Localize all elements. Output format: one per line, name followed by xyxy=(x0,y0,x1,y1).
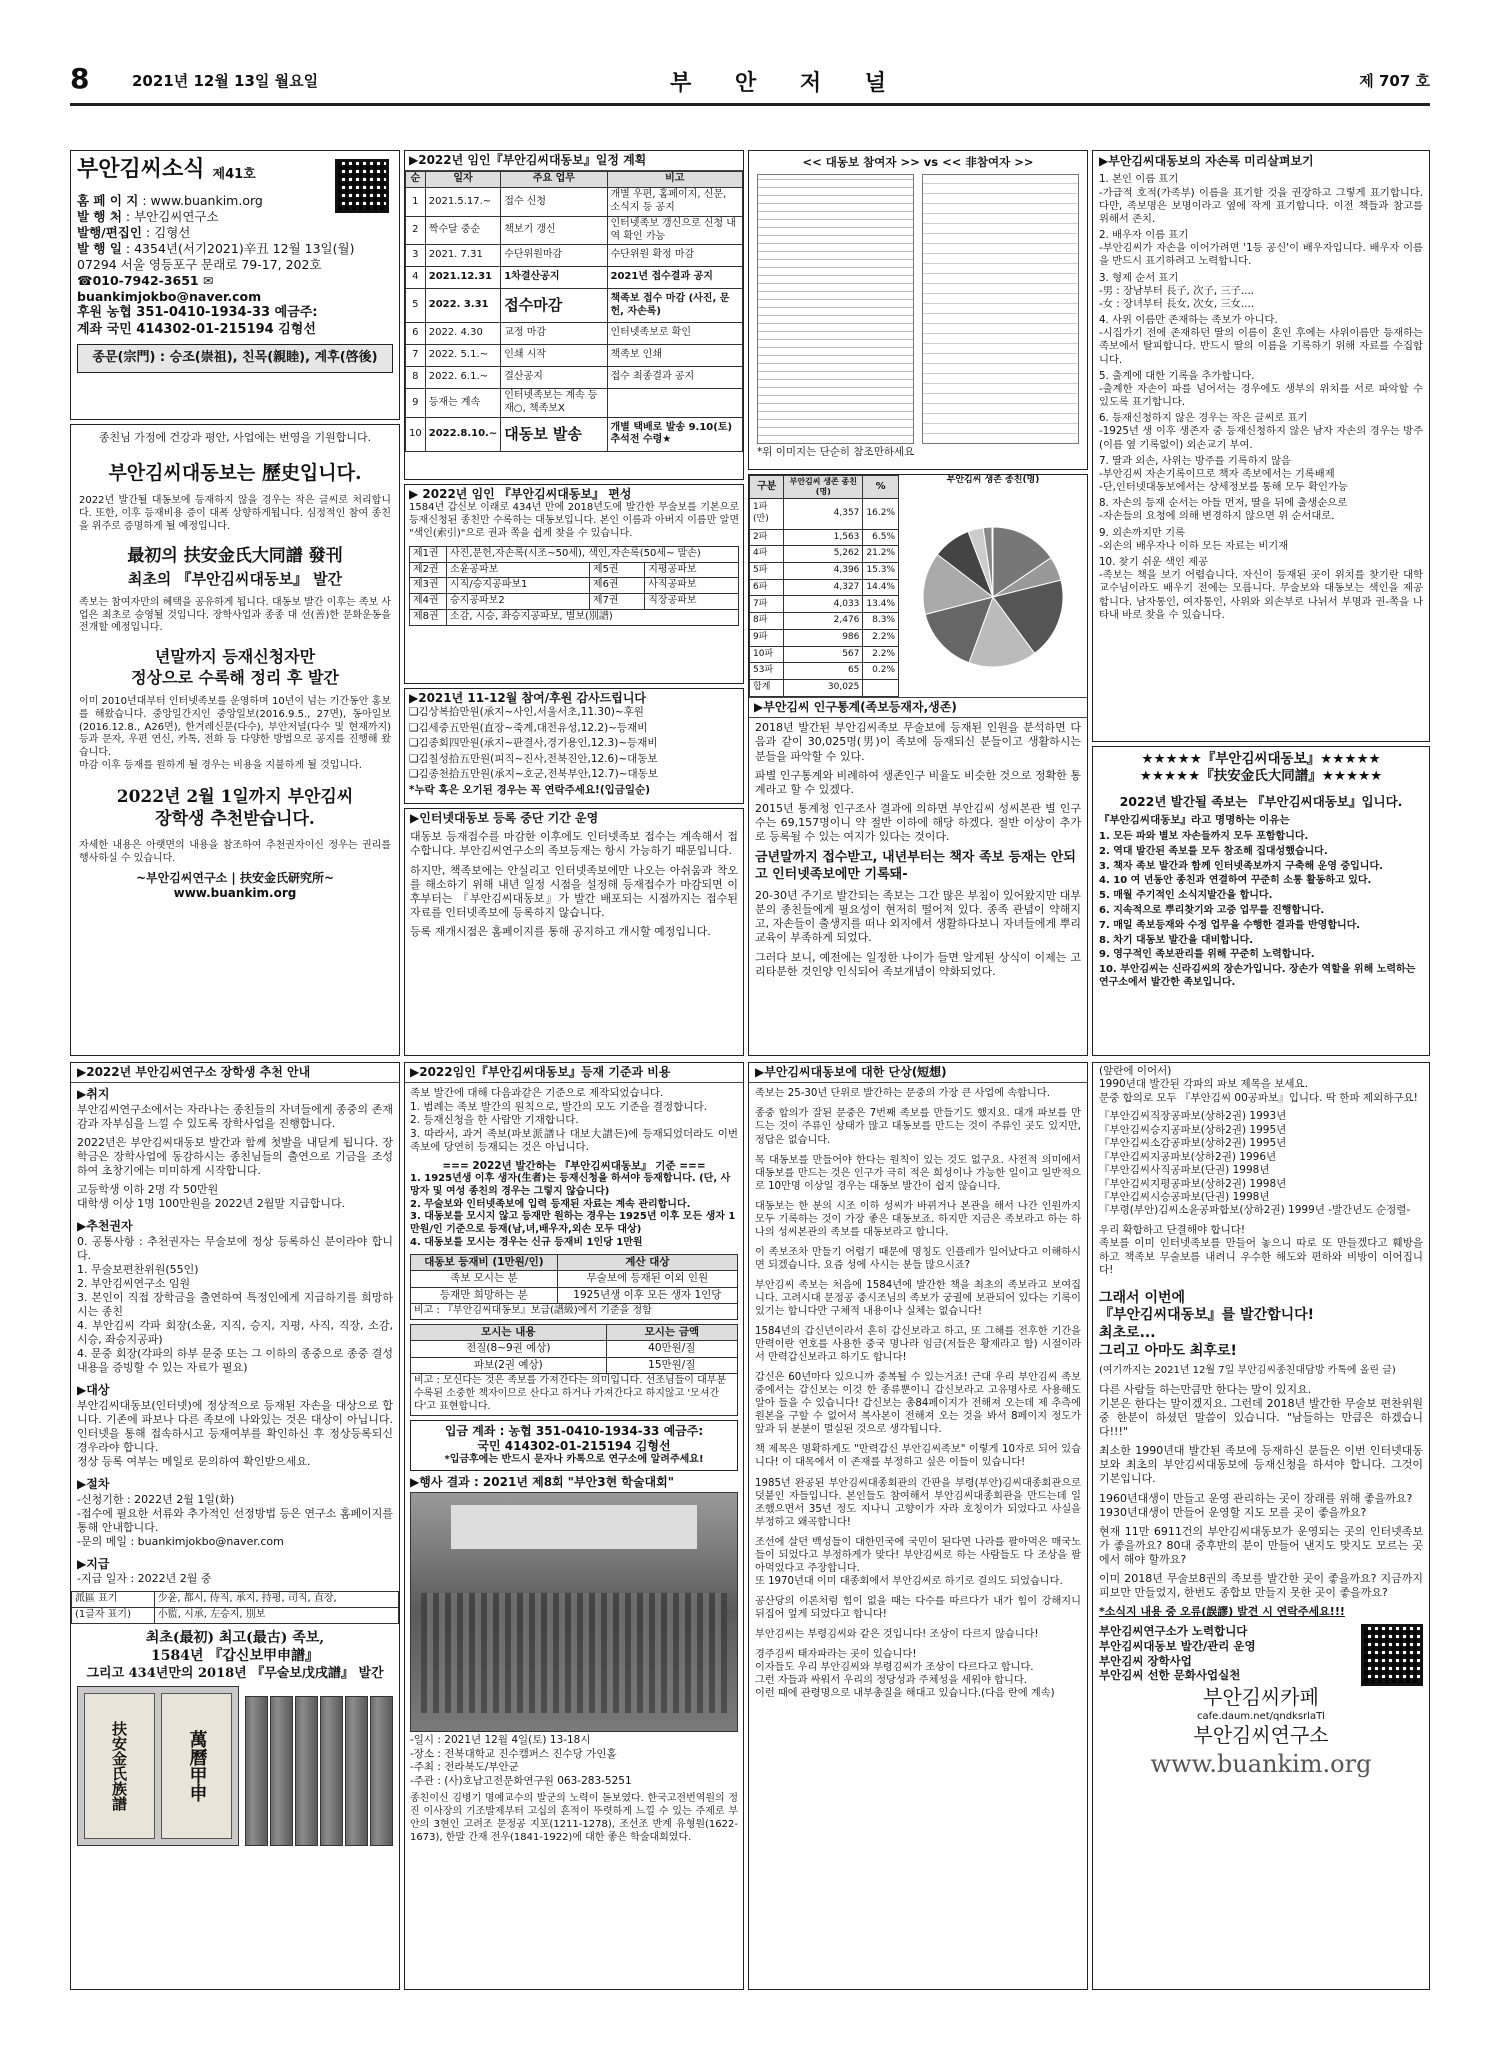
short-paragraph: 1985년 완공된 부안김씨대종회관의 간판을 부령(부안)김씨대종회관으로 덧붙인 자들입니다. 본인들도 참여해서 부안김씨대종회관을 만드는데 일조했으면서 35년 정도 지나니 고향이가 자라 호칭이가 되었다고 사실을 부정하고 왜곡합니다! xyxy=(755,1477,1081,1528)
event-details: -일시 : 2021년 12월 4일(토) 13-18시 -장소 : 전북대학교 진수캠퍼스 진수당 가인홀 -주최 : 전라북도/부안군 -주관 : (사)호남고전문화연구원 063-283-5251 xyxy=(410,1734,632,1787)
banner-line-1: ★★★★★『부안김씨대동보』★★★★★ xyxy=(1141,751,1381,767)
cont-para-2: (여기까지는 2021년 12월 7일 부안김씨종친대담방 카톡에 올린 글) xyxy=(1099,1365,1396,1377)
banner-line-2: ★★★★★『扶安金氏大同譜』★★★★★ xyxy=(1139,768,1383,785)
fee-table-2-note: 비고 : 모신다는 것은 족보를 가져간다는 의미입니다. 선조님들이 대부분 수록된 소중한 책자이므로 산다고 하거나 가져간다고 하지않고 '모셔간다'고 표현합니다. xyxy=(410,1374,738,1415)
short-paragraph: 경주김씨 태자파라는 곳이 있습니다! 이자들도 우리 부안김씨와 부령김씨가 조상이 다르다고 합니다. 그런 자들과 싸워서 우리의 정당성과 주체성을 세워야 합니다. 이런 때에 관령명으로 내부총질을 해대고 있습니다.(다음 란에 계속) xyxy=(755,1649,1055,1700)
stat-row: 5파 4,396 15.3% xyxy=(750,562,899,579)
qr-code-icon[interactable] xyxy=(335,159,389,213)
thanks-item: ❑김세중五만원(直장~죽계,대전유성,12.2)~등재비 xyxy=(409,721,648,734)
banner-item: 5. 매월 주기적인 소식지발간을 합니다. xyxy=(1099,890,1273,902)
principle-item: 2. 배우자 이름 표기 -부안김씨가 자손을 이어가려면 '1등 공신'이 배우자입니다. 배우자 이름을 반드시 표기하려고 노력합니다. xyxy=(1099,229,1423,268)
scholar-head-2: 1584년 『갑신보甲申譜』 xyxy=(151,1647,319,1664)
cont-head-4: 그리고 아마도 최후로! xyxy=(1099,1343,1237,1360)
promo-head-1: 부안김씨대동보는 歷史입니다. xyxy=(108,462,362,485)
schedule-row: 9 등재는 계속 인터넷족보는 계속 등재○, 책족보X xyxy=(406,389,743,418)
principle-item: 5. 출계에 대한 기록을 추가합니다. -출계한 자손이 파를 넘어서는 경우에도 생부의 위치를 서로 파악할 수 있도록 표기합니다. xyxy=(1099,369,1423,409)
cont-head-2: 『부안김씨대동보』를 발간합니다! xyxy=(1099,1307,1315,1324)
credit-1: 부안김씨연구소가 노력합니다 xyxy=(1099,1624,1248,1639)
short-paragraph: 갑신은 60년마다 있으니까 중복될 수 있는거죠! 근대 우리 부안김씨 족보 중에서는 갑신보는 이것 한 종류뿐이니 갑신보라고 고유명사로 사용해도 알아 들을 수 있습니다! 갑신보는 총84페이지가 전해져 오는데 제 추측에 원본을 구할 수 없어서 복사본이 전해져 오는 것을 봐서 8페이지 정도가 앞과 뒤 분분이 멀실된 것으로 생각됩니다. xyxy=(755,1372,1081,1436)
volume-row: 제4권 승지공파보2 제7권 직장공파보 xyxy=(410,594,739,610)
stats-para-4: 20-30년 주기로 발간되는 족보는 그간 많은 부침이 있어왔지만 대부분의 종친들에게 필요성이 현저히 떨어져 있다. 종족 관념이 약해지고, 자손들이 출생지를 떠나 외지에서 생활하다보니 자녀들에게 뿌리교육이 부족하게 되었다. xyxy=(755,889,1081,945)
stats-para-1: 2018년 발간된 부안김씨족보 무술보에 등재된 인원을 분석하면 다음과 같이 30,025명(男)이 족보에 등재되신 분들이고 생활하시는 분들을 파악할 수 있다. xyxy=(755,721,1081,763)
promo-url[interactable]: www.buankim.org xyxy=(173,886,297,901)
cont-para-6: 현재 11만 6911건의 부안김씨대동보가 운영되는 곳의 인터넷족보가 좋을까요? 80대 중후반의 분이 만들어 낸지도 맞지도 모르는 곳에서 해야 할까요? xyxy=(1099,1524,1423,1566)
scholar-para-3: 고등학생 이하 2명 각 50만원 대학생 이상 1명 100만원을 2022년 2월말 지급합니다. xyxy=(77,1183,346,1211)
short-paragraph: 공산당의 이론처럼 힘이 없을 때는 다수를 따르다가 내가 힘이 강해지니 뒤집어 엎게 되었다고 합니다! xyxy=(755,1595,1081,1620)
branch-book-item: 『부안김씨시승공파보(단권) 1998년 xyxy=(1099,1190,1270,1203)
cont-para-3: 다른 사람들 하는만큼만 한다는 말이 있지요. 기본은 한다는 말이겠지요. 그런데 2018년 발간한 무술보 편찬위원 중 한분이 하셨던 말씀이 있습니다. "남들하는 만큼은 하겠습니다!!!" xyxy=(1099,1382,1423,1439)
cont-para-7: 이미 2018년 무술보8권의 족보를 발간한 곳이 좋을까요? 지금까지 피보만 만들었지, 한번도 종합보 만들지 못한 곳이 좋을까요? xyxy=(1099,1571,1423,1599)
stat-row: 53파 65 0.2% xyxy=(750,663,899,680)
stats-para-5: 그러다 보니, 예전에는 일정한 나이가 들면 알게된 상식이 이제는 고리타분한 것인양 인식되어 족보개념이 약화되었다. xyxy=(755,950,1081,978)
population-pie-chart xyxy=(899,487,1087,687)
fee-row: 파보(2권 예상) 15만원/질 xyxy=(411,1357,738,1373)
scholar-para-5: 부안김씨대동보(인터넷)에 정상적으로 등재된 자손을 대상으로 합니다. 기존에 파보나 다른 족보에 나와있는 것은 대상이 아닙니다. 인터넷을 통해 접속하시고 등재여부를 확인하신 후 정상등록되신 경우라야 합니다. 정상 등록 여부는 메일로 문의하여 확인받으세요. xyxy=(77,1398,393,1469)
thanks-item: ❑김칠성拾五만원(피직~진사,전북진안,12.6)~대동보 xyxy=(409,752,658,765)
fee-table-1-note: 비고 : 『부안김씨대동보』보급(譜級)에서 기준을 정함 xyxy=(410,1304,738,1320)
stat-row: 6파 4,327 14.4% xyxy=(750,579,899,596)
promo-head-2: 最初의 扶安金氏大同譜 發刊 xyxy=(127,545,343,566)
scholarship-section xyxy=(70,1062,400,1990)
scholar-sub-4: ▶절차 xyxy=(77,1477,110,1492)
population-chart xyxy=(899,475,1087,697)
musulbo-photo xyxy=(245,1686,393,1846)
banner-item: 1. 모든 파와 별보 자손들까지 모두 포함합니다. xyxy=(1099,830,1309,842)
fee-row: 족보 모시는 분 무술보에 등재된 이외 인원 xyxy=(411,1271,738,1287)
schedule-row: 7 2022. 5.1.~ 인쇄 시작 책족보 인쇄 xyxy=(406,345,743,367)
stat-row: 4파 5,262 21.2% xyxy=(750,546,899,563)
page-number: 8 xyxy=(70,62,90,95)
news-masthead xyxy=(70,150,400,420)
thanks-item: ❑김종천拾五만원(承지~호군,전북부안,12.7)~대동보 xyxy=(409,768,658,781)
cont-branch-list xyxy=(1099,1110,1423,1218)
compile-para: 1584년 갑신보 이래로 434년 만에 2018년도에 발간한 무술보를 기본으로 등재신청된 종친만 수록하는 대동보입니다. 본인 이름과 아버지 이름만 알면 "색인(索引)"으로 권과 쪽을 쉽게 찾을 수 있습니다. xyxy=(409,502,739,539)
schedule-row: 4 2021.12.31 1차결산공지 2021년 접수결과 공지 xyxy=(406,267,743,289)
issue-date: 2021년 12월 13일 월요일 xyxy=(132,72,319,90)
fee-row: 모시는 내용 모시는 금액 xyxy=(411,1324,738,1340)
compare-section xyxy=(748,150,1088,470)
institute-name: 부안김씨연구소 xyxy=(1193,1723,1329,1748)
event-para: 종친이신 김병기 명예교수의 발군의 노력이 돋보였다. 한국고전번역원의 정진 이사장의 기조발제부터 고십의 흔적이 뚜렷하게 느낄 수 있는 주제로 부안의 3현인 고려조 문정공 지포(1211-1278), 조선조 반계 유형원(1622-1673), 한말 간재 전우(1841-1922)에 대한 좋은 학술대회였다. xyxy=(410,1793,738,1843)
thanks-section xyxy=(404,688,744,804)
branch-table: 派區 표기 少윤, 都시, 侍직, 承지, 持평, 司직, 直장, (1글자 표기) 小監, 시承, 左승지, 別보 xyxy=(71,1591,399,1624)
cont-para-5: 1960년대생이 만들고 운영 관리하는 곳이 장래를 위해 좋을까요? 1930년대생이 만들어 운영할 지도 모를 곳이 좋을까요? xyxy=(1099,1491,1413,1519)
fee-row: 전질(8~9권 예상) 40만원/질 xyxy=(411,1341,738,1357)
news-issue-no: 제41호 xyxy=(212,166,256,182)
online-stop-title: ▶인터넷대동보 등록 중단 기간 운영 xyxy=(410,811,599,825)
credit-3: 부안김씨 장학사업 xyxy=(1099,1653,1192,1668)
short-paragraph: 이 족보조차 만들기 어렵기 때문에 명칭도 인플레가 일어났다고 이해하시면 되겠습니다. 요즘 성에 사시는 분들 많으시죠? xyxy=(755,1246,1081,1271)
schedule-row: 10 2022.8.10.~ 대동보 발송 개별 택배로 발송 9.10(토)추석전 수령★ xyxy=(406,417,743,451)
banner-item: 4. 10 여 년동안 종친과 연결하여 꾸준히 소통 활동하고 있다. xyxy=(1099,875,1372,887)
short-title: ▶부안김씨대동보에 대한 단상(短想) xyxy=(749,1065,1087,1083)
schedule-section xyxy=(404,150,744,480)
short-paragraph: 목 대동보를 만들어야 한다는 원칙이 있는 것도 없구요. 사전적 의미에서 대동보를 만드는 것은 인구가 극히 적은 희성이나 가능한 일이고 일반적으로 10만명 이상일 경우는 대동보 발간이 쉽지 않습니다. xyxy=(755,1154,1081,1192)
online-stop-section xyxy=(404,808,744,1056)
fee-row: 등재만 희망하는 분 1925년생 이후 모든 생자 1인당 xyxy=(411,1287,738,1303)
thanks-list xyxy=(409,706,739,781)
scholar-para-1: 부안김씨연구소에서는 자라나는 종친들의 자녀들에게 종중의 존재감과 자부심을 느낄 수 있도록 장학사업을 진행합니다. xyxy=(77,1102,393,1130)
nonparticipant-sample-image xyxy=(922,174,1079,444)
short-paragraph: 책 제목은 명확하게도 "만력갑신 부안김씨족보" 이렇게 10자로 되어 있습니다! 이 대목에서 이 존재를 부정하고 싶은 이들이 있습니다! xyxy=(755,1444,1081,1469)
branch-book-item: 『부안김씨승지공파보(상하2권) 1995년 xyxy=(1099,1123,1287,1136)
promo-intro: 종친님 가정에 건강과 평안, 사업에는 번영을 기원합니다. xyxy=(98,431,372,444)
cafe-url[interactable]: cafe.daum.net/qndksrlaTl xyxy=(1197,1710,1325,1722)
event-title: ▶행사 결과 : 2021년 제8회 "부안3현 학술대회" xyxy=(410,1475,674,1490)
schedule-title: ▶2022년 임인『부안김씨대동보』일정 계획 xyxy=(405,151,743,171)
banner-sub: 『부안김씨대동보』라고 명명하는 이유는 xyxy=(1099,813,1290,826)
std-item: 4. 대동보를 모시는 경우는 신규 등재비 1인당 1만원 xyxy=(410,1236,643,1248)
std-item: 3. 대동보를 모시지 않고 등재만 원하는 경우는 1925년 이후 모든 생자 1만원/인 기준으로 등재(남,녀,배우자,외손 모두 대상) xyxy=(410,1211,736,1236)
population-table: 구분 부안김씨 생존 종친(명) % 1파(만) 4,357 16.2% 2파 1,563 6.5% 4파 5,262 21.2% 5파 4,396 15.3% 6파 4,327 14.4% 7파 4,033 13.4% 8파 2,476 8.3% 9파 986 2.2% 10파 567 2.2% 53파 65 0.2% 합계 30,025 xyxy=(749,475,899,697)
banner-item: 9. 영구적인 족보관리를 위해 꾸준히 노력합니다. xyxy=(1099,949,1315,961)
principle-item: 10. 찾기 쉬운 색인 제공 -족보는 책을 보기 어렵습니다. 자신이 등재된 곳이 위치를 찾기란 대학 교수님이라도 배우기 전에는 모릅니다. 무술보와 대동보는 색인을 제공합니다. 남자통인, 여자통인, 사위와 외손부로 나뉘서 부명과 권-쪽을 나타내 바로 찾을 수 있습니다. xyxy=(1099,556,1423,621)
volume-row: 제3권 시직/승지공파보1 제6권 사직공파보 xyxy=(410,578,739,594)
stat-row: 2파 1,563 6.5% xyxy=(750,529,899,546)
compile-section xyxy=(404,484,744,684)
stats-section xyxy=(748,474,1088,1056)
credit-2: 부안김씨대동보 발간/관리 운영 xyxy=(1099,1638,1256,1653)
chart-title: 부안김씨 생존 종친(명) xyxy=(946,475,1040,485)
schedule-table: 순 일자 주요 업무 비고 1 2021.5.17.~ 접수 신청 개별 우편, 홈페이지, 신문, 소식지 등 공지 2 짝수달 중순 책보기 갱신 인터넷족보 갱신으로 신청 내역 확인 가능 3 2021. 7.31 수단위원마감 수단위원 확정 마감 4 2021.12.31 1차결산공지 2021년 접수결과 공지 5 2022. 3.31 접수마감 책족보 접수 마감 (사진, 문헌, 자손록) 6 2022. 4.30 교정 마감 인터넷족보로 확인 7 2022. 5.1.~ 인쇄 시작 책족보 인쇄 8 2022. 6.1.~ 결산공지 접수 최종결과 공지 9 등재는 계속 인터넷족보는 계속 등재○, 책족보X 10 2022.8.10.~ 대동보 발송 개별 택배로 발송 9.10(토)추석전 수령★ xyxy=(405,171,743,452)
promo-head-5: 2022년 2월 1일까지 부안김씨 장학생 추천받습니다. xyxy=(116,786,354,829)
volume-row: 제2권 소윤공파보 제5권 지평공파보 xyxy=(410,562,739,578)
credit-4: 부안김씨 선한 문화사업실천 xyxy=(1099,1668,1241,1683)
scholar-head-1: 최초(最初) 최고(最古) 족보, xyxy=(145,1629,325,1646)
std-item: 1. 1925년생 이후 생자(生者)는 등재신청을 하셔야 등재합니다. (단, 사망자 및 여성 종친의 경우는 그렇지 않습니다) xyxy=(410,1172,731,1197)
book-cover-1: 扶安金氏族譜 xyxy=(84,1693,155,1839)
banner-item: 6. 지속적으로 뿌리찾기와 고증 업무를 진행합니다. xyxy=(1099,904,1325,916)
stats-para-2: 파별 인구통계와 비례하여 생존인구 비율도 비슷한 것으로 정확한 통계라고 할 수 있겠다. xyxy=(755,768,1081,796)
scholar-para-6: -신청기한 : 2022년 2월 1일(화) -접수에 필요한 서류와 추가적인 선정방법 등은 연구소 홈페이지를 통해 안내합니다. -문의 메일 : buankimjokbo@naver.com xyxy=(77,1492,393,1548)
banner-section xyxy=(1092,746,1430,1056)
short-paragraphs xyxy=(755,1087,1081,1700)
promo-para-1: 2022년 발간될 대동보에 등재하지 않을 경우는 작은 글씨로 처리합니다. 또한, 이후 등재비용 증이 대폭 상향하게됩니다. 심정적인 참여 종친을 위주로 증명하게 될 예정입니다. xyxy=(79,495,391,532)
fees-std-title: === 2022년 발간하는 『부안김씨대동보』 기준 === xyxy=(442,1159,706,1172)
principle-item: 6. 등재신청하지 않은 경우는 작은 글씨로 표기 -1925년 생 이후 생존자 중 등재신청하지 않은 남자 자손의 경우는 방주(이름 옆 기록없이) 외손교기 부여. xyxy=(1099,412,1423,451)
online-stop-para-2: 하지만, 책족보에는 안실리고 인터넷족보에만 나오는 아쉬움과 착오를 해소하기 위해 내년 일정 시점을 설정해 등재접수가 마감되면 이후부터는 『부안김씨대동보』가 발간 배포되는 시점까지는 접수된 자료를 인터넷족보에 등록하지 않습니다. xyxy=(410,863,738,919)
fees-title: ▶2022임인『부안김씨대동보』등재 기준과 비용 xyxy=(405,1065,743,1083)
page-header xyxy=(70,62,1430,106)
schedule-row: 5 2022. 3.31 접수마감 책족보 접수 마감 (사진, 문헌, 자손록) xyxy=(406,289,743,323)
schedule-row: 8 2022. 6.1.~ 결산공지 접수 최종결과 공지 xyxy=(406,367,743,389)
principles-list xyxy=(1099,173,1423,622)
thanks-note: *누락 혹은 오기된 경우는 꼭 연락주세요!(입금일순) xyxy=(409,783,651,796)
scholar-sub-1: ▶취지 xyxy=(77,1087,110,1102)
compare-title: << 대동보 참여자 >> vs << 非참여자 >> xyxy=(802,155,1034,169)
gapsinbo-photo xyxy=(77,1686,239,1846)
schedule-row: 3 2021. 7.31 수단위원마감 수단위원 확정 마감 xyxy=(406,245,743,267)
scholar-para-7: -지급 일자 : 2022년 2월 중 xyxy=(77,1572,212,1586)
cont-intro: (앞란에 이어서) 1990년대 발간된 각파의 파보 제목을 보세요. 문중 합의로 모두 『부안김씨 00공파보』입니다. 딱 한파 제외하구요! xyxy=(1099,1065,1418,1104)
fee-table-1 xyxy=(410,1254,738,1304)
bank-box: 입금 계좌 : 농협 351-0410-1934-33 예금주: 국민 414302-01-215194 김형선 *입금후에는 반드시 문자나 카톡으로 연구소에 알려주세요! xyxy=(410,1420,738,1472)
promo-head-4: 년말까지 등재신청자만 정상으로 수록해 정리 후 발간 xyxy=(131,647,339,687)
short-paragraph: 족보는 25-30년 단위로 발간하는 문중의 가장 큰 사업에 속합니다. xyxy=(755,1088,1050,1100)
clan-motto: 종문(宗門) : 승조(崇祖), 친목(親睦), 계후(啓後) xyxy=(77,344,393,373)
stats-caption: ▶부안김씨 인구통계(족보등재자,생존) xyxy=(749,697,1087,718)
stat-row: 7파 4,033 13.4% xyxy=(750,596,899,613)
fee-row: 대동보 등재비 (1만원/인) 계산 대상 xyxy=(411,1254,738,1270)
banner-item: 7. 매일 족보등재와 수정 업무을 수행한 결과를 반영합니다. xyxy=(1099,919,1361,931)
cont-para-4: 최소한 1990년대 발간된 족보에 등재하신 분들은 이번 인터넷대동보와 최초의 부안김씨대동보에 등재신청을 하셔야 합니다. 그것이 기본입니다. xyxy=(1099,1444,1423,1486)
volume-row: 제1권 사진,문헌,자손록(시조~50세), 색인,자손록(50세~ 말손) xyxy=(410,546,739,562)
short-paragraph: 대동보는 한 분의 시조 이하 성씨가 바뀌거나 본관을 해서 나간 인원까지 모두 기록하는 것이 가장 좋은 대동보죠. 하지만 지금은 족보라고 하는 하나의 성씨본관의 족보를 대동보라고 합니다. xyxy=(755,1200,1081,1238)
branch-book-item: 『부안김씨직장공파보(상하2권) 1993년 xyxy=(1099,1110,1287,1123)
fees-std-list xyxy=(410,1173,738,1250)
scholar-sub-5: ▶지급 xyxy=(77,1556,110,1571)
online-stop-para-3: 등록 재개시점은 홈페이지를 통해 공지하고 개시할 예정입니다. xyxy=(410,924,711,938)
principle-item: 8. 자손의 등재 순서는 아들 먼저, 딸을 뒤에 출생순으로 -자손들의 요청에 의해 변경하지 않으면 위 순서대로. xyxy=(1099,497,1348,523)
branch-book-item: 『부안김씨사직공파보(단권) 1998년 xyxy=(1099,1164,1270,1177)
promo-para-3: 이미 2010년대부터 인터넷족보를 운영하며 10년이 넘는 기간동안 홍보를 해왔습니다. 중앙일간지인 중앙일보(2016.9.5., 27면), 동아일보(2016.12.8., A26면), 한겨레신문(다수), 부안저널(다수 및 현재까지) 등과 문자, 우편 연신, 카톡, 전화 등 다양한 방법으로 공지를 진행해 왔습니다. 마감 이후 등재를 원하게 될 경우는 비용을 지불하게 될 것입니다. xyxy=(79,696,391,772)
std-item: 2. 무술보와 인터넷족보에 입력 등재된 자료는 계속 관리합니다. xyxy=(410,1198,691,1210)
principles-title: ▶부안김씨대동보의 자손록 미리살펴보기 xyxy=(1099,154,1314,168)
scholar-sub-2: ▶추천권자 xyxy=(77,1219,133,1234)
short-paragraph: 부안김씨는 부령김씨와 같은 것입니다! 조상이 다르지 않습니다! xyxy=(755,1629,1039,1640)
cont-para-1: 우리 확합하고 단결해야 합니다! 족보를 이미 인터넷족보를 만들어 놓으니 따로 또 만들겠다고 훼방을 하고 책족보 무술보를 내려니 우수한 해도와 편하와 비방이 이어집니다! xyxy=(1099,1223,1423,1277)
branch-book-item: 『부안김씨지공파보(상하2권) 1996년 xyxy=(1099,1150,1277,1163)
cont-para-8: *소식지 내용 중 오류(誤謬) 발견 시 연락주세요!!! xyxy=(1099,1605,1345,1619)
banner-item: 10. 부안김씨는 신라김씨의 장손가입니다. 장손가 역할을 위해 노력하는 연구소에서 발간한 족보입니다. xyxy=(1099,964,1416,988)
participant-sample-image xyxy=(757,174,914,444)
principle-item: 4. 사위 이름만 존재하는 족보가 아니다. -시집가기 전에 존재하던 딸의 이름이 혼인 후에는 사위이름만 등재하는 족보에서 탈피합니다. 반드시 딸의 이름을 기록하기 위해 자료를 수집합니다. xyxy=(1099,314,1423,366)
cont-head-1: 그래서 이번에 xyxy=(1099,1289,1186,1306)
branch-book-item: 『부안김씨소감공파보(상하2권) 1995년 xyxy=(1099,1137,1287,1150)
promo-sign: ~부안김씨연구소 | 扶安金氏研究所~ xyxy=(136,870,334,885)
promo-section xyxy=(70,424,400,1056)
short-paragraph: 부안김씨 족보는 처음에 1584년에 발간한 책을 최초의 족보라고 보여집니다. 고려시대 문정공 중시조님의 족보가 궁궐에 보관되어 있다는 기록이 있기는 합니다만 구체적 내용이나 실체는 없습니다! xyxy=(755,1279,1081,1318)
scholarship-title: ▶2022년 부안김씨연구소 장학생 추천 안내 xyxy=(71,1065,399,1083)
compile-title: ▶ 2022년 임인 『부안김씨대동보』 편성 xyxy=(409,487,632,501)
short-paragraph: 조선에 살던 백성들이 대한민국에 국민이 된다면 나라를 팔아먹은 매국노들이 되었다고 부정하게가 맞다! 부안김씨로 하는 사람들도 다 조상을 팔아먹었다고 주장합니다. 또 1970년대 이미 대종회에서 부안김씨로 하기로 결의도 되었습니다. xyxy=(755,1536,1081,1587)
stat-row: 8파 2,476 8.3% xyxy=(750,613,899,630)
short-section xyxy=(748,1062,1088,1990)
news-title: 부안김씨소식 xyxy=(77,156,205,182)
issue-number: 제 707 호 xyxy=(1359,72,1430,90)
branch-book-item: 『부령(부안)김씨소윤공파합보(상하2권) 1999년 -발간년도 순정렬- xyxy=(1099,1204,1411,1217)
event-photo xyxy=(410,1492,738,1732)
promo-para-4: 자세한 내용은 아랫면의 내용을 참조하여 추천권자이신 정우는 권리를 행사하실 수 있습니다. xyxy=(79,840,391,865)
stat-row: 합계 30,025 xyxy=(750,680,899,697)
thanks-title: ▶2021년 11-12월 참여/후원 감사드립니다 xyxy=(409,691,647,705)
scholar-para-2: 2022년은 부안김씨대동보 발간과 함께 첫발을 내딛게 됩니다. 장학금은 장학사업에 동감하시는 종친님들의 출연으로 기금을 조성하여 초창기에는 미미하게 시작합니다. xyxy=(77,1135,393,1178)
stat-row: 1파(만) 4,357 16.2% xyxy=(750,499,899,529)
promo-head-3: 최초의 『부안김씨대동보』 발간 xyxy=(127,569,343,588)
short-paragraph: 1584년의 갑신년이라서 흔히 갑신보라고 하고, 또 그해를 전후한 기간을 만력이란 연호를 사용한 중국 명나라 임금(저들은 황제라고 함) 시절이라서 만력갑신보라고 하기도 합니다! xyxy=(755,1326,1081,1364)
banner-item: 8. 차기 대동보 발간을 대비합니다. xyxy=(1099,934,1254,946)
stats-head: 금년말까지 접수받고, 내년부터는 책자 족보 등재는 안되고 인터넷족보에만 기록돼- xyxy=(755,849,1076,882)
newspaper-name: 부 안 저 널 xyxy=(670,71,904,96)
stat-row: 10파 567 2.2% xyxy=(750,646,899,663)
stats-para-3: 2015년 통계청 인구조사 결과에 의하면 부안김씨 성씨본관 별 인구수는 69,157명이니 약 절반 이하에 해당 하겠다. 절반 이상이 추가로 등록될 수 있는 여지가 있다는 것이다. xyxy=(755,801,1081,843)
banner-list xyxy=(1099,831,1423,990)
principles-section xyxy=(1092,150,1430,742)
scholar-sub-3: ▶대상 xyxy=(77,1383,110,1398)
book-cover-2: 萬曆甲申 xyxy=(161,1693,232,1839)
fee-table-2 xyxy=(410,1324,738,1374)
institute-url[interactable]: www.buankim.org xyxy=(1150,1750,1372,1779)
volume-row: 제8권 소감, 시승, 좌승지공파보, 별보(別譜) xyxy=(410,609,739,625)
thanks-item: ❑김종회四만원(承지~판결사,경기용인,12.3)~등재비 xyxy=(409,737,658,750)
banner-item: 3. 책자 족보 발간과 함께 인터넷족보까지 구축해 운영 중입니다. xyxy=(1099,860,1383,872)
cafe-name: 부안김씨카페 xyxy=(1203,1685,1319,1710)
masthead-info: 홈 페 이 지 : www.buankim.org 발 행 처 : 부안김씨연구소 발행/편집인 : 김형선 발 행 일 : 4354년(서기2021)辛丑 12월 13일(월) 07294 서울 영등포구 문래로 79-17, 202호 ☎010-7942-3651 ✉buankimjokbo@naver.com 후원 농협 351-0410-1934-33 예금주: 계좌 국민 414302-01-215194 김형선 xyxy=(77,193,355,337)
banner-item: 2. 역대 발간된 족보를 모두 참조해 집대성했습니다. xyxy=(1099,845,1328,857)
fees-section xyxy=(404,1062,744,1990)
promo-para-2: 족보는 참여자만의 혜택을 공유하게 됩니다. 대동보 발간 이후는 족보 사업은 최초로 승영될 것입니다. 장학사업과 종종 대 선(善)한 문화운동을 전개할 예정입니다. xyxy=(79,596,391,634)
compare-caption: *위 이미지는 단순히 참조만하세요 xyxy=(757,445,915,458)
scholar-head-3: 그리고 434년만의 2018년 『무술보戊戌譜』 발간 xyxy=(86,1665,384,1681)
stat-row: 9파 986 2.2% xyxy=(750,629,899,646)
schedule-row: 2 짝수달 중순 책보기 갱신 인터넷족보 갱신으로 신청 내역 확인 가능 xyxy=(406,216,743,245)
online-stop-para-1: 대동보 등재접수를 마감한 이후에도 인터넷족보 접수는 계속해서 접수합니다. 부안김씨연구소의 족보등재는 항시 가능하기 때문입니다. xyxy=(410,830,738,858)
fees-para-1: 족보 발간에 대해 다음과같은 기준으로 제작되었습니다. 1. 범례는 족보 발간의 원칙으로, 발간의 모도 기준을 결정합니다. 2. 등재신청을 한 사람만 기재합니다. 3. 따라서, 과거 족보(파보派譜나 대보大譜든)에 등재되었더라도 이번 족보에 당연히 등재되는 것은 아닙니다. xyxy=(410,1087,738,1154)
principle-item: 3. 형제 순서 표기 -男 : 장남부터 長子, 次子, 三子.... -女 : 장녀부터 長女, 次女, 三女.... xyxy=(1099,271,1255,310)
continuation-section xyxy=(1092,1062,1430,1990)
scholar-para-4: 0. 공통사항 : 추천권자는 무술보에 정상 등록하신 분이라야 합니다. 1. 무술보편찬위원(55인) 2. 부안김씨연구소 임원 3. 본인이 직접 장학금을 출연하여 특정인에게 지급하기를 희망하시는 종친 4. 부안김씨 각파 회장(소윤, 지직, 승지, 지평, 사직, 직장, 소감, 시승, 좌승지공파) 4. 문중 회장(각파의 하부 문중 또는 그 이하의 종중으로 종중 결성 내용을 증빙할 수 있는 자료가 필요) xyxy=(77,1234,393,1375)
cont-head-3: 최초로... xyxy=(1099,1325,1156,1342)
cafe-qr-code-icon[interactable] xyxy=(1361,1624,1423,1686)
banner-lead: 2022년 발간될 족보는 『부안김씨대동보』입니다. xyxy=(1119,793,1403,809)
thanks-item: ❑김상복拾만원(承지~사인,서울서초,11.30)~후원 xyxy=(409,706,644,719)
principle-item: 1. 본인 이름 표기 -가급적 호적(가족부) 이름을 표기할 것을 권장하고 그렇게 표기합니다. 다만, 족보명은 보명이라고 옆에 작게 표기합니다. 이전 책들과 참고를 위해서 존치. xyxy=(1099,173,1423,225)
schedule-row: 1 2021.5.17.~ 접수 신청 개별 우편, 홈페이지, 신문, 소식지 등 공지 xyxy=(406,188,743,217)
principle-item: 7. 딸과 외손, 사위는 방주를 기록하지 않음 -부안김씨 자손기록이므로 책자 족보에서는 기록배제 -단,인터넷대동보에서는 상세정보를 통해 모두 확인가능 xyxy=(1099,454,1348,494)
branch-book-item: 『부안김씨지평공파보(상하2권) 1998년 xyxy=(1099,1177,1287,1190)
principle-item: 9. 외손까지만 기록 -외손의 배우자나 이하 모든 자료는 비기재 xyxy=(1099,526,1289,552)
volume-table xyxy=(409,546,739,626)
schedule-row: 6 2022. 4.30 교정 마감 인터넷족보로 확인 xyxy=(406,323,743,345)
short-paragraph: 종중 합의가 잘된 문중은 7번째 족보를 만들기도 했지요. 대개 파보를 만드는 것이 주류인 상태가 많고 대동보를 만드는 것이 주류인 곳도 있지만, 정답은 없습니다. xyxy=(755,1108,1081,1146)
